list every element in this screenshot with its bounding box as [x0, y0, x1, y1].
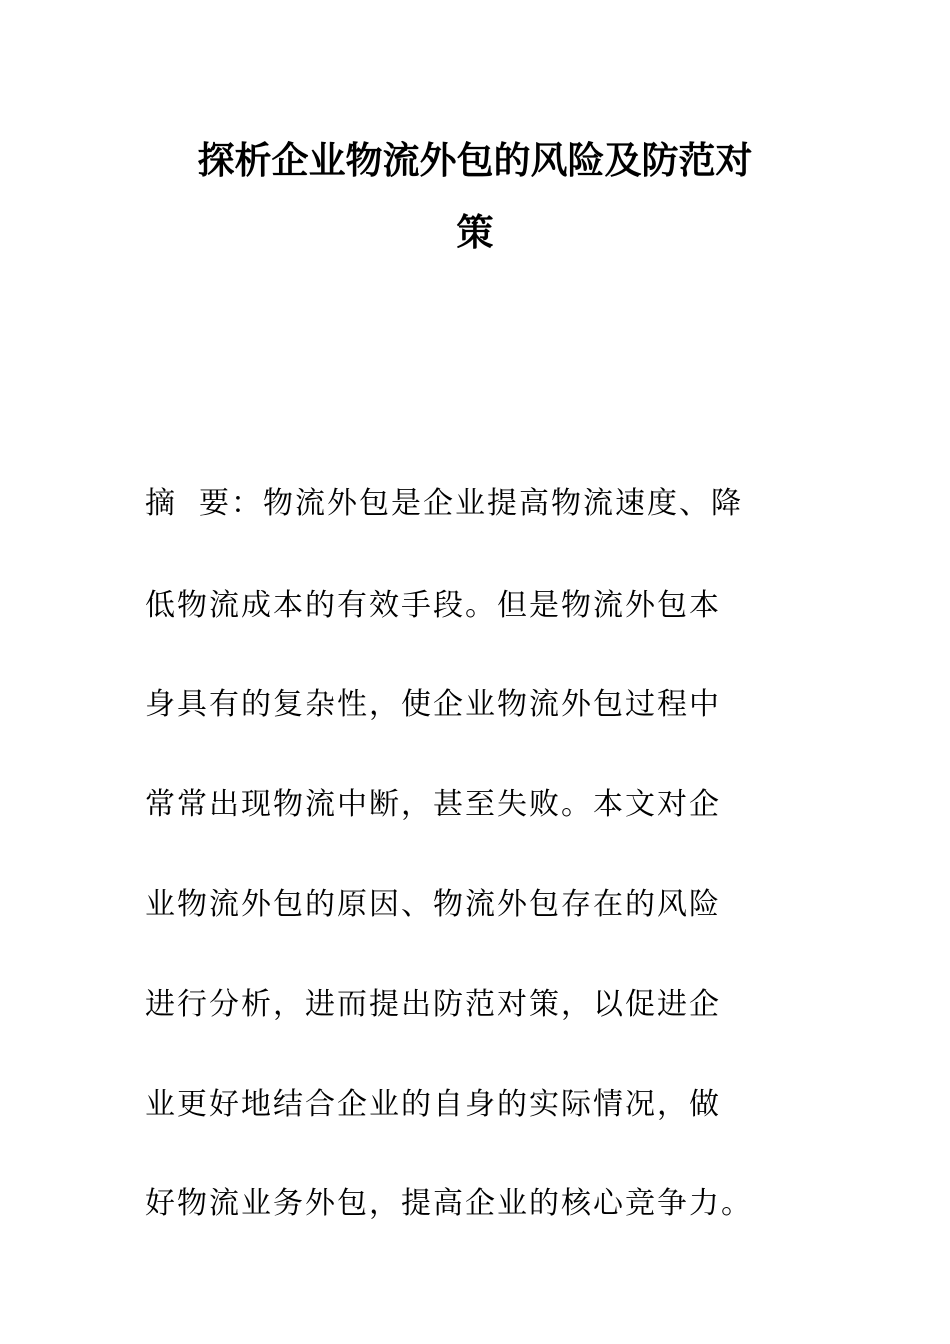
abstract-line-3: 身具有的复杂性，使企业物流外包过程中 — [145, 687, 721, 722]
abstract-label-first: 摘 — [145, 486, 177, 521]
abstract-line-7: 业更好地结合企业的自身的实际情况，做 — [145, 1087, 721, 1122]
abstract-line-6: 进行分析，进而提出防范对策，以促进企 — [145, 987, 721, 1022]
document-title-line-2: 策 — [456, 210, 494, 254]
abstract-line-4: 常常出现物流中断，甚至失败。本文对企 — [145, 787, 721, 822]
abstract-label-second: 要： — [199, 486, 263, 521]
abstract-line-8: 好物流业务外包，提高企业的核心竞争力。 — [145, 1186, 753, 1221]
abstract-line-1 — [145, 478, 743, 522]
abstract-line-5: 业物流外包的原因、物流外包存在的风险 — [145, 887, 721, 922]
abstract-line-2: 低物流成本的有效手段。但是物流外包本 — [145, 588, 721, 623]
abstract-text-line-1: 物流外包是企业提高物流速度、降 — [263, 486, 743, 521]
document-title-line-1: 探析企业物流外包的风险及防范对 — [197, 138, 753, 182]
